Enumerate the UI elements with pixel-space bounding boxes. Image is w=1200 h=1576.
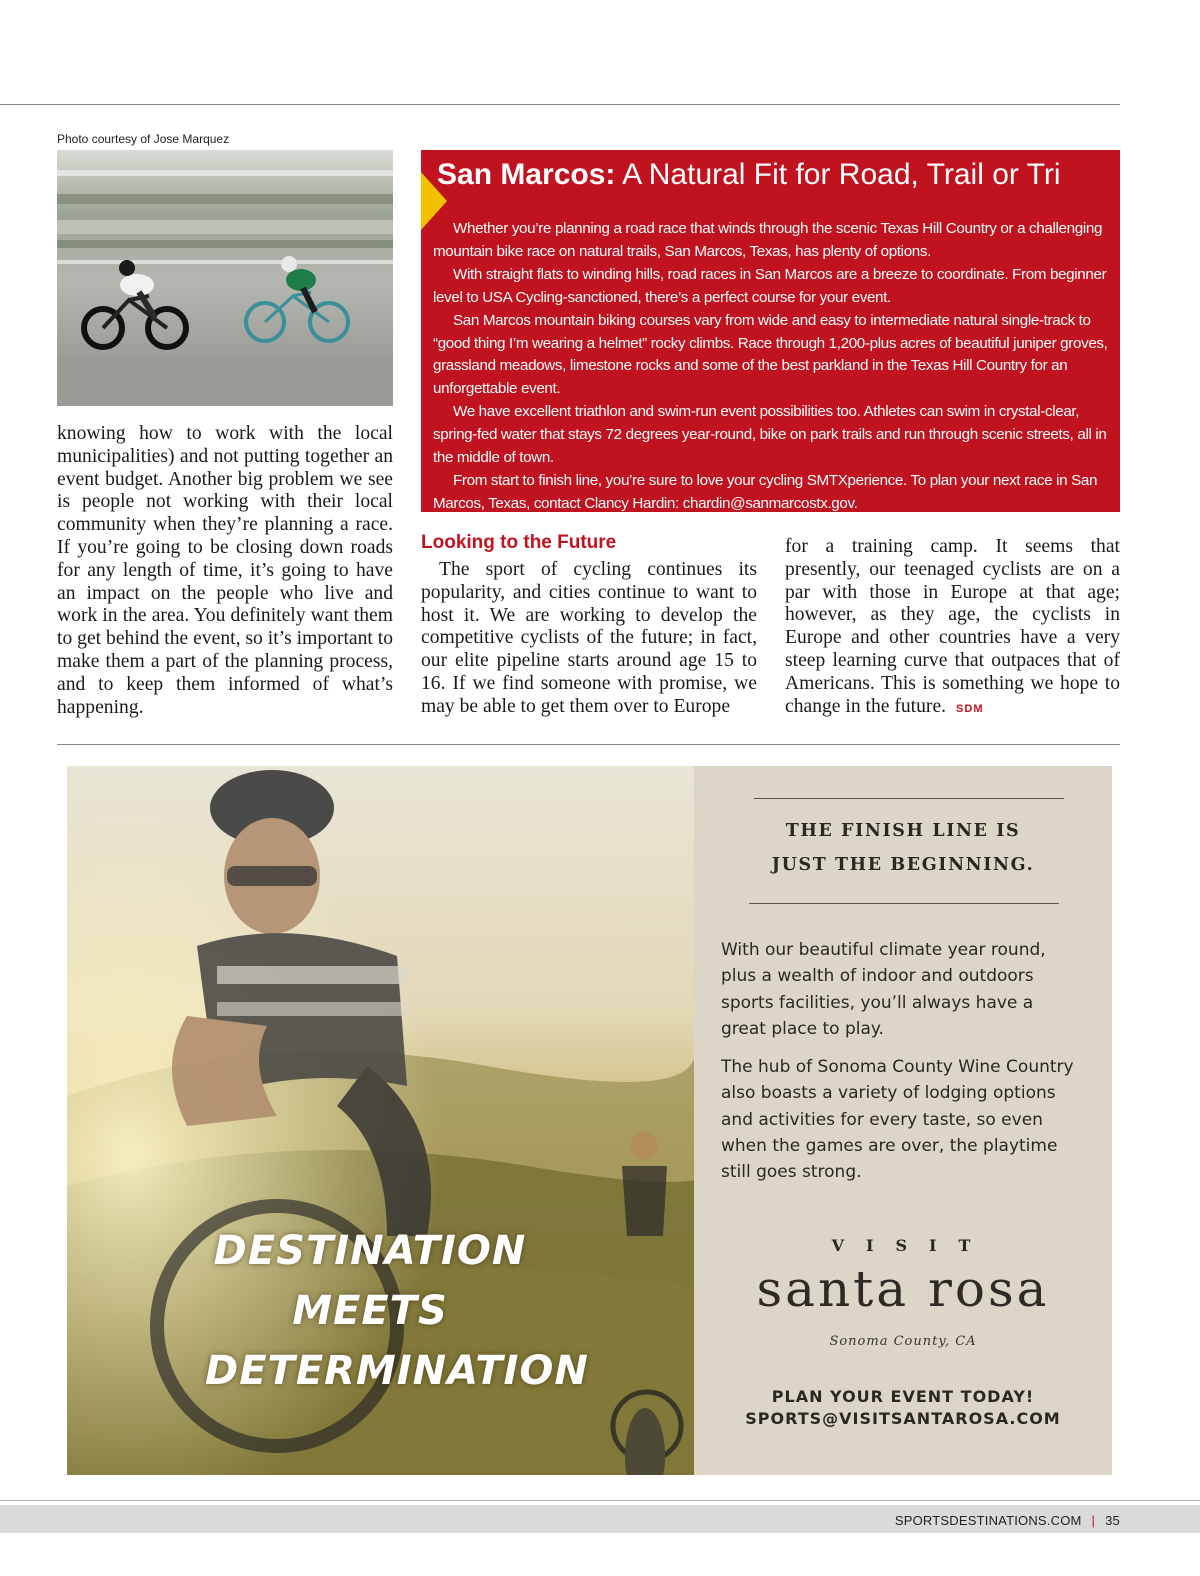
ad-tagline	[694, 814, 1112, 882]
ad-headline-line-1: DESTINATION	[213, 1228, 527, 1274]
right-column-paragraph	[785, 536, 1120, 720]
ad-panel-top-rule	[754, 798, 1064, 799]
ad-tagline-line-2: JUST THE BEGINNING.	[771, 855, 1035, 875]
ad-body-copy	[721, 937, 1083, 1198]
ad-region-label: Sonoma County, CA	[829, 1334, 977, 1349]
sidebar-paragraph-4: We have excellent triathlon and swim-run event possibilities too. Athletes can swim in crystal-clear, spring-fed water that stays 72 degrees year-round, bike on park trails and run through scenic streets, all in the middle of town.	[433, 403, 1107, 467]
santa-rosa-advertisement	[67, 766, 1112, 1475]
middle-column	[421, 559, 757, 719]
sidebar-paragraph-2: With straight flats to winding hills, road races in San Marcos are a breeze to coordinate. From beginner level to USA Cycling-sanctioned, there’s a perfect course for your event.	[433, 265, 1107, 306]
ad-visit-label: VISIT	[831, 1236, 993, 1255]
sidebar-paragraph-5: From start to finish line, you’re sure to love your cycling SMTXperience. To plan your next race in San Marcos, Texas, contact Clancy Hardin: chardin@sanmarcostx.gov.	[433, 471, 1098, 512]
ad-body-paragraph-1: With our beautiful climate year round, plus a wealth of indoor and outdoors sports facilities, you’ll always have a great place to play.	[721, 940, 1046, 1039]
footer-site: SPORTSDESTINATIONS.COM	[894, 1513, 1082, 1528]
top-rule	[0, 104, 1120, 105]
ad-divider-rule	[57, 744, 1120, 745]
sidebar-arrow-icon	[421, 172, 447, 230]
page-number: 35	[1105, 1513, 1120, 1528]
left-column-text: knowing how to work with the local municipalities) and not putting together an event budget. Another big problem we see is people not working with their local community when they’re planning a race. If you’re going to be closing down roads for any length of time, it’s going to have an impact on the people who live and work in the area. You definitely want them to get behind the event, so it’s important to make them a part of the planning process, and to keep them informed of what’s happening.	[57, 423, 393, 718]
ad-headline-line-2: MEETS	[292, 1288, 448, 1334]
sidebar-paragraph-3: San Marcos mountain biking courses vary from wide and easy to intermediate natural single-track to “good thing I’m wearing a helmet” rocky climbs. Race through 1,200-plus acres of beautiful juniper groves, grassland meadows, limestone rocks and some of the best parkland in the Texas Hill Country for an unforgettable event.	[433, 311, 1108, 398]
section-subhead: Looking to the Future	[421, 532, 617, 553]
footer-label	[895, 1513, 1120, 1528]
sidebar-title-rest: A Natural Fit for Road, Trail or Tri	[615, 158, 1061, 191]
ad-cta-email[interactable]: SPORTS@VISITSANTAROSA.COM	[745, 1409, 1061, 1428]
ad-cta-line-1: PLAN YOUR EVENT TODAY!	[771, 1387, 1035, 1406]
ad-body-paragraph-2: The hub of Sonoma County Wine Country also boasts a variety of lodging options and activities for every taste, so even when the games are over, the playtime still goes strong.	[721, 1057, 1074, 1183]
right-column-text: for a training camp. It seems that presently, our teenaged cyclists are on a par with those in Europe at that age; however, as they age, the cyclists in Europe and other countries have a very steep learning curve that outpaces that of Americans. This is something we hope to change in the future.	[785, 536, 1120, 717]
ad-headline	[205, 1221, 589, 1401]
ad-panel-mid-rule	[749, 903, 1059, 904]
ad-brand-logo: santa rosa	[756, 1260, 1050, 1318]
ad-headline-line-3: DETERMINATION	[205, 1348, 589, 1394]
sidebar-body	[421, 200, 1120, 512]
footer-separator: |	[1091, 1513, 1096, 1528]
right-column	[785, 536, 1120, 720]
middle-column-text: The sport of cycling continues its popularity, and cities continue to want to host it. We are working to develop the competitive cyclists of the future; in fact, our elite pipeline starts around age 15 to 16. If we find someone with promise, we may be able to get them over to Europe	[421, 559, 757, 717]
sidebar-title	[421, 150, 1120, 200]
sidebar-title-bold: San Marcos:	[437, 158, 616, 191]
sdm-end-mark: SDM	[956, 702, 984, 715]
footer-rule	[0, 1500, 1200, 1501]
cyclists-photo	[57, 150, 393, 406]
ad-tagline-line-1: THE FINISH LINE IS	[785, 821, 1021, 841]
ad-text-panel	[694, 766, 1112, 1475]
photo-credit: Photo courtesy of Jose Marquez	[57, 132, 230, 146]
left-column	[57, 423, 393, 719]
sidebar-paragraph-1: Whether you’re planning a road race that winds through the scenic Texas Hill Country or a challenging mountain bike race on natural trails, San Marcos, Texas, has plenty of options.	[433, 220, 1103, 260]
